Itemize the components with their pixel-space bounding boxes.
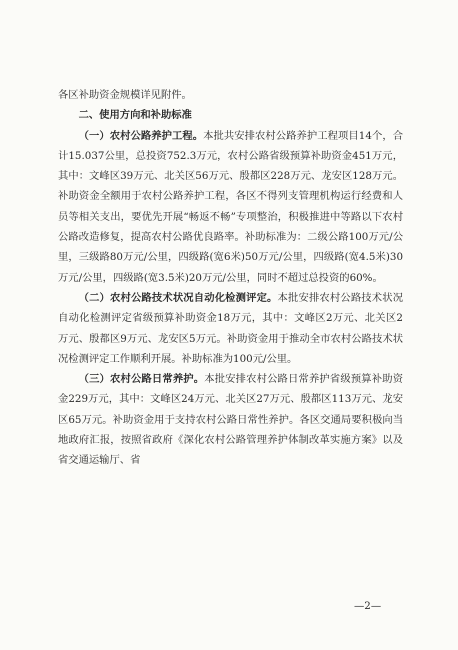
- paragraph-3: [58, 369, 403, 470]
- paragraph-1-tag: （一）农村公路养护工程。: [78, 129, 204, 142]
- page-number: —2—: [354, 600, 382, 612]
- paragraph-3-tag: （三）农村公路日常养护。: [78, 373, 205, 386]
- paragraph-1: [58, 126, 403, 288]
- paragraph-1-text: 本批共安排农村公路养护工程项目14个，合计15.037公里，总投资752.3万元，农村公路省级预算补助资金451万元，其中：文峰区39万元、北关区56万元、殷都区228万元、龙安区128万元。补助资金全额用于农村公路养护工程，各区不得列支管理机构运行经费和人员等相关支出，要优先开展“畅返不畅”专项整治，积极推进中等路以下农村公路改造修复，提高农村公路优良路率。补助标准为：二级公路100万元/公里，三级路80万元/公里，四级路(宽6米)50万元/公里，四级路(宽4.5米)30万元/公里，四级路(宽3.5米)20万元/公里，同时不超过总投资的60%。: [58, 129, 404, 284]
- paragraph-2-tag: （二）农村公路技术状况自动化检测评定。: [78, 291, 278, 304]
- paragraph-2-text: 本批安排农村公路技术状况自动化检测评定省级预算补助资金18万元，其中：文峰区2万元、北关区2万元、殷都区9万元、龙安区5万元。补助资金用于推动全市农村公路技术状况检测评定工作顺利开展。补助标准为100元/公里。: [58, 291, 404, 365]
- section-heading: 二、使用方向和补助标准: [78, 109, 192, 122]
- intro-line: 各区补助资金规模详见附件。: [58, 89, 192, 101]
- paragraph-3-text: 本批安排农村公路日常养护省级预算补助资金229万元，其中：文峰区24万元、北关区27万元、殷都区113万元、龙安区65万元。补助资金用于支持农村公路日常性养护。各区交通局要积极向当地政府汇报，按照省政府《深化农村公路管理养护体制改革实施方案》以及省交通运输厅、省: [58, 373, 404, 467]
- document-body: [58, 85, 403, 471]
- paragraph-2: [58, 288, 403, 369]
